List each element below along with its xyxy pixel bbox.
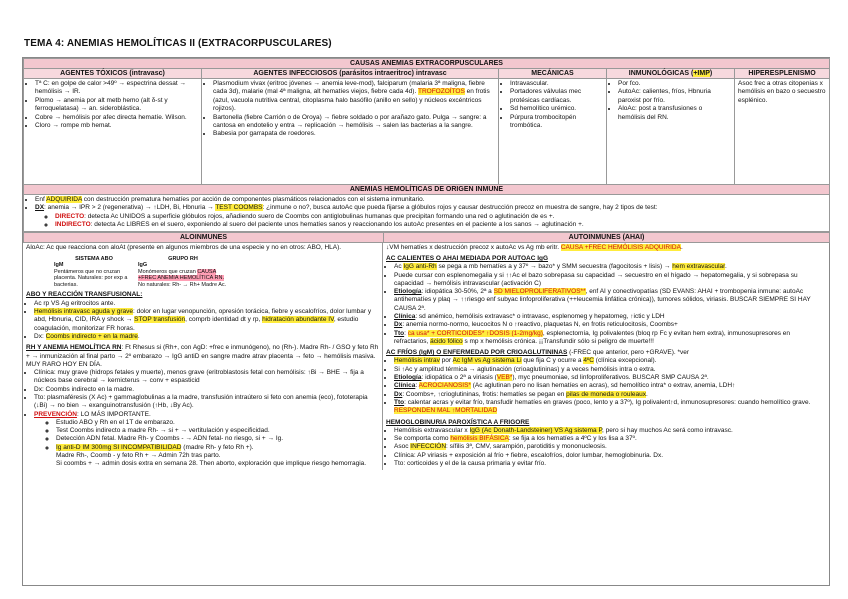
list-item: • Clínica: sd anémico, hemólisis extravasc* o intravasc, esplenomeg y hepatomeg, ↑ictic y LDH xyxy=(394,313,826,321)
col-hyper-header: HIPERESPLENISMO xyxy=(735,69,830,79)
list-item: Si coombs + → admin dosis extra en semana 28. Then aborto, exploración que implique riesgo hemorragia. xyxy=(56,460,367,468)
immune-columns xyxy=(23,243,829,470)
list-item: • Si ↑Ac y amplitud térmica → aglutinación (crioaglutininas) y a veces hemólisis intra o extra. xyxy=(394,366,826,374)
infect-cell xyxy=(202,79,499,185)
list-item: • Sd hemolítico urémico. xyxy=(510,105,603,113)
list-item: • Tª C: en golpe de calor >49º → espectrina dessat → hemólisis → IR. xyxy=(35,80,198,97)
page-title: TEMA 4: ANEMIAS HEMOLÍTICAS II (EXTRACORPUSCULARES) xyxy=(24,38,332,49)
notes-sheet xyxy=(22,57,830,586)
list-item: • Clínica: ACROCIANOSIS* (Ac aglutinan pero no lisan hematíes en acras), sd hemolítico intra* o extrav, anemia, LDH↑ xyxy=(394,382,826,390)
list-item: • Ac rp VS Ag eritrocitos ante. xyxy=(34,300,379,308)
origin-header: ANEMIAS HEMOLÍTICAS DE ORIGEN INMUNE xyxy=(24,185,830,195)
list-item: • Etiología: idiopática o 2ª a viriasis (VEB*), myc pneumoniae, sd linfoproliferativos. BUSCAR SMP CAUSA 2ª. xyxy=(394,374,826,382)
abo-title: ABO Y REACCIÓN TRANSFUSIONAL: xyxy=(26,291,143,299)
list-item: • Clínica: AP viriasis + exposición al frío + fiebre, escalofríos, dolor lumbar, hemoglobinuria. Dx. xyxy=(394,452,826,460)
list-item: • Etiología: idiopática 30-50%, 2ª a SD MIELOPROLIFERATIVOS**, enf AI y conectivopatías (SD EVANS: AHAI + trombopenia inmune: autoAc antihematíes y plaq → ↑↑riesgo enf subyac linfoproliferativa (++leucemia linfática crónica)), tumores sólidos, viriasis. BUSCAR SIEMPRE SI HAY CAUSA 2ª. xyxy=(394,288,826,313)
cold-title: AC FRÍOS (IgM) O ENFERMEDAD POR CRIOAGLUTININAS (-FREC que anterior, pero +GRAVE). *ver xyxy=(386,349,690,357)
list-item: ◦ Test Coombs indirecto a madre Rh- → si + → vertitulación y especificidad. xyxy=(56,427,379,435)
alo-column xyxy=(23,243,383,470)
mech-cell xyxy=(499,79,607,185)
list-item: • Tto: corticoides y el de la causa primaria y evitar frío. xyxy=(394,460,826,468)
pcm-title: HEMOGLOBINURIA PAROXÍSTICA A FRIGORE xyxy=(386,418,530,426)
col-toxic-header: AGENTES TÓXICOS (intravasc) xyxy=(24,69,202,79)
alo-intro: AloAc: Ac que reacciona con aloAt (presente en algunos miembros de una especie y no en otros: ABO, HLA). xyxy=(26,243,342,251)
list-item: ◦ Ig anti-D IM 300mg SI INCOMPATIBILIDAD (madre Rh- y feto Rh +). xyxy=(56,444,379,452)
list-item: ◦ DIRECTO: detecta Ac UNIDOS a superficie glóbulos rojos, añadiendo suero de Coombs con antiglobulinas humanas que precipitan formando una red o aglutinación de es +. xyxy=(55,213,826,221)
toxic-cell xyxy=(24,79,202,185)
list-item: • PREVENCIÓN: LO MÁS IMPORTANTE. ◦ Estudio ABO y Rh en el 1T de embarazo. ◦ Test Coombs indirecto a madre Rh- → si + → vertitulación y especificidad. ◦ Detección ADN fetal. Madre Rh- y Coombs - → ADN fetal- no riesgo, si + → Ig. ◦ Ig anti-D IM 300mg SI INCOMPATIBILIDAD (madre Rh- y feto Rh +). Madre Rh-, Coomb - y feto Rh + → Admin 72h tras parto. Si coombs + → admin dosis extra en semana 28. Then aborto, exploración que implique riesgo hemorragia. xyxy=(34,411,379,469)
list-item: • Asoc INFECCIÓN: sífilis 3ª, CMV, sarampión, parotiditis y mononucleosis. xyxy=(394,443,826,451)
alo-header: ALOINMUNES xyxy=(24,232,384,242)
col-immune-header: INMUNOLÓGICAS (+IMP) xyxy=(607,69,735,79)
list-item: • Babesia por garrapata de roedores. xyxy=(213,130,495,138)
auto-header: AUTOINMUNES (AHAI) xyxy=(384,232,830,242)
list-item: • Dx: anemia normo-normo, leucocitos N o ↑reactivo, plaquetas N, en frotis reticulocitosis, Coombs+ xyxy=(394,321,826,329)
list-item: • Por fco. xyxy=(618,80,731,88)
list-item: • Hemólisis intrav por Ac IgM vs Ag sistema Li que fija C y ocurre a 4ºC (clínica excepcional). xyxy=(394,357,826,365)
list-item: • Tto: calentar acras y evitar frío, transfudir hematíes en graves (poco, lento y a 37º), Ig polivalent↑d, inmunosupresores: cuando hemolítico grave. RESPONDEN MAL ↑MORTALIDAD xyxy=(394,399,826,416)
origin-cell xyxy=(24,195,830,232)
list-item: • Tto: plasmaféresis (X Ac) + gammaglobulinas a la madre, transfusión intraútero si feto con anemia (eco), fototerapia (↓Bi) → no bien → exanguinotransfusión (↑Hb, ↓By Ac). xyxy=(34,394,379,411)
list-item: • Plomo → anemia por alt metb hemo (alt δ-st y ferroquelatasa) → an. sideroblástica. xyxy=(35,97,198,114)
list-item: ◦ Detección ADN fetal. Madre Rh- y Coombs - → ADN fetal- no riesgo, si + → Ig. xyxy=(56,435,379,443)
list-item: • Dx: Coombs indirecto en la madre. xyxy=(34,386,379,394)
list-item: • Se comporta como hemólisis BIFÁSICA: se fija a los hematíes a 4ºC y los lisa a 37º. xyxy=(394,435,826,443)
list-item: • Ac IgG anti-Rh se pega a mb hematíes a y 37º → bazo* y SMM secuestra (fagocitosis + lisis) → hem extravascular. xyxy=(394,263,826,271)
col-infect-header: AGENTES INFECCIOSOS (parásitos intraeritroc) intravasc xyxy=(202,69,499,79)
list-item: • Puede cursar con esplenomegalia y si ↑↑Ac el bazo sobrepasa su capacidad → secuestro en el hígado → hepatomegalia, y si sobrepasa su capacidad → hemólisis intravascular (activación C) xyxy=(394,272,826,289)
list-item: ◦ INDIRECTO: detecta Ac LIBRES en el suero, exponiendo al suero del paciente unos hematíes sanos y reaccionando los autoAc presentes en el paciente a los sanos → aglutinación +. xyxy=(55,221,826,229)
hyper-cell: Asoc frec a otras citopenias x hemólisis en bazo o secuestro esplénico. xyxy=(735,79,830,185)
list-item: • Intravascular. xyxy=(510,80,603,88)
list-item: ◦ Estudio ABO y Rh en el 1T de embarazo. xyxy=(56,419,379,427)
warm-title: AC CALIENTES O AHAI MEDIADA POR AUTOAC IgG xyxy=(386,254,549,262)
immune-table xyxy=(23,232,830,243)
list-item: • Dx: Coombs+, ↑crioglutininas, frotis: hematíes se pegan en pilas de moneda o rouleaux. xyxy=(394,391,826,399)
list-item: • DX: anemia → IPR > 2 (regenerativa) → ↑LDH, Bi, Hbnuria → TEST COOMBS: ¿inmune o no?, busca autoAc que pueda fijarse a glóbulos rojos y causar destrucción precoz en muestra de sangre, hay 2 tipos de test: ◦ DIRECTO: detecta Ac UNIDOS a superficie glóbulos rojos, añadiendo suero de Coombs con antiglobulinas humanas que precipitan formando una red o aglutinación de es +. ◦ INDIRECTO: detecta Ac LIBRES en el suero, exponiendo al suero del paciente unos hematíes sanos y reaccionando los autoAc presentes en el paciente a los sanos → aglutinación +. xyxy=(35,204,826,229)
causes-table xyxy=(23,58,830,232)
list-item: • Hemólisis intravasc aguda y grave: dolor en lugar venopunción, opresión torácica, fiebre y escalofríos, dolor lumbar y abd, Hbnuria, CID, IRA y shock → STOP transfusión, comprb identidad dt y rp, hidratación abundante IV, estudio coagulación, monitorizar FR horas. xyxy=(34,308,379,333)
list-item: • AutoAc: calientes, fríos, Hbnuria paroxist por frío. xyxy=(618,88,731,105)
list-item: • Plasmodium vivax (eritroc jóvenes → anemia leve-mod), falciparum (malaria 3ª maligna, fiebre cada 3d), malarie (mal 4ª maligna, alt hematíes viejos, fiebre cada 4d). TROFOZOÍTOS en frotis (azul, vacuola nutritiva central, citoplasma halo basófilo (anillo en sello) y núcleos excéntricos rojizos). xyxy=(213,80,495,114)
list-item: • Clínica: muy grave (hidrops fetales y muerte), menos grave (eritroblastosis fetal con hemólisis: ↑Bi → BHE → fija a núcleos base cerebral → kernicterus → conv + espasticid xyxy=(34,369,379,386)
immune-cell xyxy=(607,79,735,185)
abo-rh-table: SISTEMA ABO IgM Pentámeros que no cruzan placenta. Naturales: por exp a bacterias. GRUPO RH IgG Monómeros que cruzan CAUSA +FREC ANEMIA HEMOLÍTICA RN. No naturales: Rh- → Rh+ Madre Ac. xyxy=(54,255,227,288)
list-item: • Tto: ca usa* + CORTICOIDES* ↑DOSIS (1-2mg/kg), esplenectomía, Ig polivalentes (bloq rp Fc y evitan hem extra), inmunosupresores en refractarios, ácido fólico s mp x hemólisis crónica. ¡¡Transfundir sólo si peligro de muerte!!! xyxy=(394,330,826,347)
causes-header: CAUSAS ANEMIAS EXTRACORPUSCULARES xyxy=(24,59,830,69)
auto-intro: ↓VM hematíes x destrucción precoz x autoAc vs Ag mb eritr. CAUSA +FREC HEMÓLISIS ADQUIRIDA. xyxy=(386,243,683,251)
list-item: • AloAc: post a transfusiones o hemólisis del RN. xyxy=(618,105,731,122)
list-item: • Púrpura trombocitopén trombótica. xyxy=(510,114,603,131)
list-item: • Cloro → rompe mb hemat. xyxy=(35,122,198,130)
list-item: • Hemólisis extravascular x IgG (Ac Donath-Landsteiner) VS Ag sistema P, pero si hay muchos Ac será como intravasc. xyxy=(394,427,826,435)
list-item: • Bartonella (fiebre Carrión o de Oroya) → fiebre soldado o por arañazo gato. Pulga → sangre: a cantosa en endotelio y entra → replicación → hemólisis → salen las bacterias a la sangre. xyxy=(213,114,495,131)
list-item: • Portadores válvulas mec protésicas cardíacas. xyxy=(510,88,603,105)
list-item: • Cobre → hemólisis por afec directa hematíe. Wilson. xyxy=(35,114,198,122)
auto-column xyxy=(383,243,829,470)
list-item: • Dx: Coombs indirecto + en la madre. xyxy=(34,333,379,341)
rh-paragraph: RH Y ANEMIA HEMOLÍTICA RN: Ft Rhesus si (Rh+, con AgD: +frec e inmunógeno), no (Rh-). Madre Rh- / GSO y feto Rh + → inmunización al final parto → 2º embarazo → IgG antiD en sangre madre atrav placenta → feto → hemólisis masiva. MUY RARO HOY EN DÍA. xyxy=(26,344,379,368)
col-mech-header: MECÁNICAS xyxy=(499,69,607,79)
list-item: Madre Rh-, Coomb - y feto Rh + → Admin 72h tras parto. xyxy=(56,452,221,460)
list-item: • Enf ADQUIRIDA con destrucción prematura hematíes por acción de componentes plasmáticos relacionados con el sistema inmunitario. xyxy=(35,196,826,204)
